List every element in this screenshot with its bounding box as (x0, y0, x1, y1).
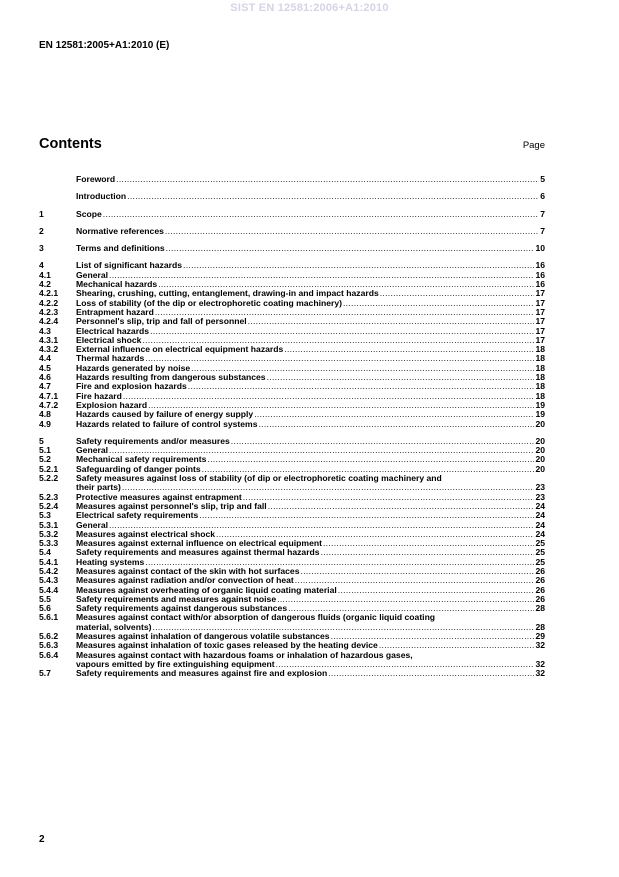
toc-dot-leader (116, 175, 539, 184)
page-column-label: Page (522, 140, 545, 151)
toc-entry-number: 5.7 (39, 668, 51, 679)
toc-dot-leader (267, 373, 535, 382)
toc-entry[interactable] (39, 261, 545, 270)
toc-entry-number: 5.3.2 (39, 528, 59, 539)
toc-entry-title: Safeguarding of danger points (76, 463, 201, 474)
toc-dot-leader (248, 317, 535, 326)
toc-entry-page: 25 (535, 538, 545, 549)
toc-entry-number: 2 (39, 225, 44, 236)
toc-entry-title: General (76, 269, 109, 280)
toc-entry-number: 5.2.3 (39, 491, 59, 502)
toc-dot-leader (258, 420, 534, 429)
toc-entry[interactable] (39, 192, 545, 201)
toc-entry-page: 16 (535, 269, 545, 280)
toc-entry-title: Measures against contact of the skin with hot surfaces (76, 565, 300, 576)
toc-dot-leader (207, 455, 534, 464)
toc-entry[interactable] (39, 420, 545, 429)
toc-entry-number: 4.4 (39, 353, 51, 364)
toc-entry-page: 17 (535, 297, 545, 308)
toc-entry-title: Safety requirements and measures against fire and explosion (76, 668, 328, 679)
toc-entry-title: Safety requirements against dangerous substances (76, 603, 288, 614)
toc-dot-leader (166, 244, 535, 253)
toc-entry-title: Measures against contact with hazardous foams or inhalation of hazardous gases, (76, 649, 413, 660)
toc-dot-leader (150, 327, 534, 336)
toc-entry-title: Hazards caused by failure of energy supply (76, 409, 254, 420)
toc-entry-number: 5.4 (39, 547, 51, 558)
toc-entry-page: 28 (535, 621, 545, 632)
toc-entry-number: 4.2.4 (39, 316, 59, 327)
toc-entry-title: Measures against electrical shock (76, 528, 216, 539)
toc-entry-title: Hazards generated by noise (76, 362, 191, 373)
toc-dot-leader (123, 392, 535, 401)
toc-entry-page: 17 (535, 316, 545, 327)
toc-entry-page: 10 (535, 243, 545, 254)
toc-dot-leader (268, 502, 535, 511)
toc-entry-page: 16 (535, 260, 545, 271)
table-of-contents (39, 175, 545, 679)
toc-entry-title: Safety requirements and/or measures (76, 435, 230, 446)
toc-entry-page: 7 (540, 208, 545, 219)
toc-entry-page: 17 (535, 306, 545, 317)
toc-entry-title: Terms and definitions (76, 243, 165, 254)
toc-entry-title: General (76, 519, 109, 530)
toc-entry-number: 5.2 (39, 454, 51, 465)
toc-entry-number: 5.3 (39, 510, 51, 521)
toc-entry-title: Electrical hazards (76, 325, 150, 336)
toc-entry-number: 4.5 (39, 362, 51, 373)
toc-entry-number: 4.7 (39, 381, 51, 392)
toc-entry[interactable] (39, 669, 545, 678)
toc-entry-title: Explosion hazard (76, 399, 148, 410)
toc-entry-title: Protective measures against entrapment (76, 491, 242, 502)
toc-dot-leader (231, 437, 535, 446)
toc-entry-title: Measures against overheating of organic liquid coating material (76, 584, 337, 595)
toc-entry-number: 4.2.3 (39, 306, 59, 317)
toc-entry-number: 5.4.2 (39, 565, 59, 576)
toc-entry-page: 5 (540, 174, 545, 184)
toc-entry-number: 4.3.1 (39, 334, 59, 345)
toc-dot-leader (145, 354, 534, 363)
toc-entry-page: 24 (535, 500, 545, 511)
toc-entry-page: 7 (540, 225, 545, 236)
toc-dot-leader (103, 210, 539, 219)
toc-entry-title: Safety requirements and measures against noise (76, 593, 277, 604)
toc-entry-page: 6 (540, 191, 545, 202)
toc-entry-number: 4.9 (39, 418, 51, 429)
toc-entry-title: List of significant hazards (76, 260, 183, 271)
toc-entry-title: Measures against personnel's slip, trip and fall (76, 500, 267, 511)
toc-entry-title: Scope (76, 208, 102, 219)
toc-entry-number: 5.2.4 (39, 500, 59, 511)
toc-entry-number: 4.2.2 (39, 297, 59, 308)
toc-dot-leader (243, 493, 535, 502)
toc-entry-title: Fire hazard (76, 390, 122, 401)
toc-entry[interactable] (39, 437, 545, 446)
toc-entry-title: Heating systems (76, 556, 145, 567)
toc-entry-page: 24 (535, 528, 545, 539)
toc-entry-page: 19 (535, 409, 545, 420)
toc-entry-page: 29 (535, 631, 545, 642)
watermark: SIST EN 12581:2006+A1:2010 (230, 2, 389, 14)
toc-entry-number: 3 (39, 243, 44, 254)
toc-entry-page: 25 (535, 556, 545, 567)
toc-entry-title: Measures against radiation and/or convection of heat (76, 575, 294, 586)
toc-entry[interactable] (39, 210, 545, 219)
toc-entry-page: 26 (535, 584, 545, 595)
toc-entry-page: 32 (535, 668, 545, 679)
toc-entry-title: Measures against external influence on electrical equipment (76, 538, 322, 549)
toc-entry-number: 5.6.3 (39, 640, 59, 651)
toc-dot-leader (199, 511, 534, 520)
toc-entry-page: 18 (535, 362, 545, 373)
toc-entry-page: 23 (535, 491, 545, 502)
toc-entry-page: 20 (535, 435, 545, 446)
toc-entry-number: 5.6.2 (39, 631, 59, 642)
toc-entry[interactable] (39, 244, 545, 253)
toc-entry-page: 17 (535, 334, 545, 345)
toc-dot-leader (127, 192, 539, 201)
toc-entry-number: 4.2.1 (39, 288, 59, 299)
toc-dot-leader (284, 345, 534, 354)
toc-dot-leader (188, 382, 535, 391)
toc-entry-number: 5.6 (39, 603, 51, 614)
toc-entry-page: 18 (535, 344, 545, 355)
toc-entry[interactable] (39, 511, 545, 520)
toc-entry-title: Electrical safety requirements (76, 510, 199, 521)
toc-entry-page: 25 (535, 547, 545, 558)
toc-dot-leader (380, 289, 535, 298)
document-header: EN 12581:2005+A1:2010 (E) (39, 40, 170, 51)
toc-entry-number: 5.6.1 (39, 612, 59, 623)
toc-entry-title: Normative references (76, 225, 164, 236)
toc-entry-title: Safety measures against loss of stability (of dip or electrophoretic coating machinery and (76, 473, 442, 484)
toc-dot-leader (338, 586, 535, 595)
toc-dot-leader (109, 271, 534, 280)
toc-entry-title: material, solvents) (76, 621, 152, 632)
toc-entry-page: 26 (535, 575, 545, 586)
toc-entry-page: 20 (535, 418, 545, 429)
toc-entry-page: 18 (535, 353, 545, 364)
toc-entry-number: 4.3.2 (39, 344, 59, 355)
toc-entry-title: Safety requirements and measures against thermal hazards (76, 547, 320, 558)
toc-dot-leader (277, 595, 534, 604)
toc-entry-title: Loss of stability (of the dip or electrophoretic coating machinery) (76, 297, 342, 308)
toc-entry-number: 5.1 (39, 445, 51, 456)
toc-entry-title: Mechanical hazards (76, 279, 158, 290)
toc-entry-page: 32 (535, 640, 545, 651)
toc-entry-number: 5.2.2 (39, 473, 59, 484)
toc-dot-leader (254, 410, 534, 419)
toc-entry-title: Hazards related to failure of control systems (76, 418, 258, 429)
toc-entry-number: 5.4.4 (39, 584, 59, 595)
toc-entry-page: 18 (535, 390, 545, 401)
toc-entry-page: 20 (535, 445, 545, 456)
toc-entry-number: 5.3.1 (39, 519, 59, 530)
toc-entry-title: vapours emitted by fire extinguishing equipment (76, 658, 275, 669)
toc-entry-number: 4.2 (39, 279, 51, 290)
toc-entry-title: Foreword (76, 174, 116, 184)
toc-entry-page: 26 (535, 565, 545, 576)
toc-entry-number: 5.4.1 (39, 556, 59, 567)
toc-dot-leader (321, 548, 535, 557)
toc-entry-title: Fire and explosion hazards (76, 381, 187, 392)
toc-entry-number: 4.8 (39, 409, 51, 420)
toc-entry-number: 4.6 (39, 372, 51, 383)
toc-dot-leader (343, 299, 534, 308)
toc-entry-number: 5 (39, 435, 44, 446)
toc-entry-page: 20 (535, 463, 545, 474)
toc-entry-title: Personnel's slip, trip and fall of personnel (76, 316, 247, 327)
toc-entry-number: 1 (39, 208, 44, 219)
toc-entry-title: Introduction (76, 191, 127, 202)
toc-dot-leader (183, 261, 534, 270)
toc-entry-title: External influence on electrical equipment hazards (76, 344, 284, 355)
toc-entry-page: 23 (535, 482, 545, 493)
toc-entry-title: Measures against inhalation of toxic gases released by the heating device (76, 640, 378, 651)
toc-entry-number: 5.3.3 (39, 538, 59, 549)
toc-entry-number: 5.6.4 (39, 649, 59, 660)
page-number: 2 (39, 834, 45, 845)
toc-entry-number: 4.7.1 (39, 390, 59, 401)
toc-entry-page: 18 (535, 372, 545, 383)
toc-entry-page: 19 (535, 399, 545, 410)
toc-entry-page: 24 (535, 510, 545, 521)
toc-entry-page: 28 (535, 603, 545, 614)
toc-entry-page: 17 (535, 288, 545, 299)
toc-entry-title: Mechanical safety requirements (76, 454, 207, 465)
toc-entry-page: 16 (535, 279, 545, 290)
toc-entry-title: Measures against contact with/or absorption of dangerous fluids (organic liquid coating (76, 612, 436, 623)
toc-entry-title: Hazards resulting from dangerous substances (76, 372, 266, 383)
toc-entry-number: 5.2.1 (39, 463, 59, 474)
toc-entry-page: 18 (535, 381, 545, 392)
contents-title: Contents (39, 136, 102, 152)
toc-entry-title: Electrical shock (76, 334, 142, 345)
toc-entry-title: Thermal hazards (76, 353, 145, 364)
toc-entry[interactable] (39, 227, 545, 236)
toc-entry-number: 4.3 (39, 325, 51, 336)
toc-entry-number: 5.4.3 (39, 575, 59, 586)
toc-entry-page: 24 (535, 519, 545, 530)
toc-entry-page: 32 (535, 658, 545, 669)
toc-entry-title: Entrapment hazard (76, 306, 154, 317)
toc-entry-title: Measures against inhalation of dangerous volatile substances (76, 631, 330, 642)
toc-entry[interactable] (39, 175, 545, 184)
toc-dot-leader (165, 227, 539, 236)
toc-dot-leader (328, 669, 534, 678)
toc-entry-number: 4 (39, 260, 44, 271)
toc-entry-page: 26 (535, 593, 545, 604)
toc-entry-title: Shearing, crushing, cutting, entanglement, drawing-in and impact hazards (76, 288, 379, 299)
toc-entry-page: 20 (535, 454, 545, 465)
toc-dot-leader (323, 539, 534, 548)
toc-entry-number: 4.7.2 (39, 399, 59, 410)
toc-entry-title: their parts) (76, 482, 121, 493)
toc-entry-page: 17 (535, 325, 545, 336)
toc-entry-title: General (76, 445, 109, 456)
toc-dot-leader (301, 567, 535, 576)
toc-entry-number: 5.5 (39, 593, 51, 604)
toc-entry-number: 4.1 (39, 269, 51, 280)
